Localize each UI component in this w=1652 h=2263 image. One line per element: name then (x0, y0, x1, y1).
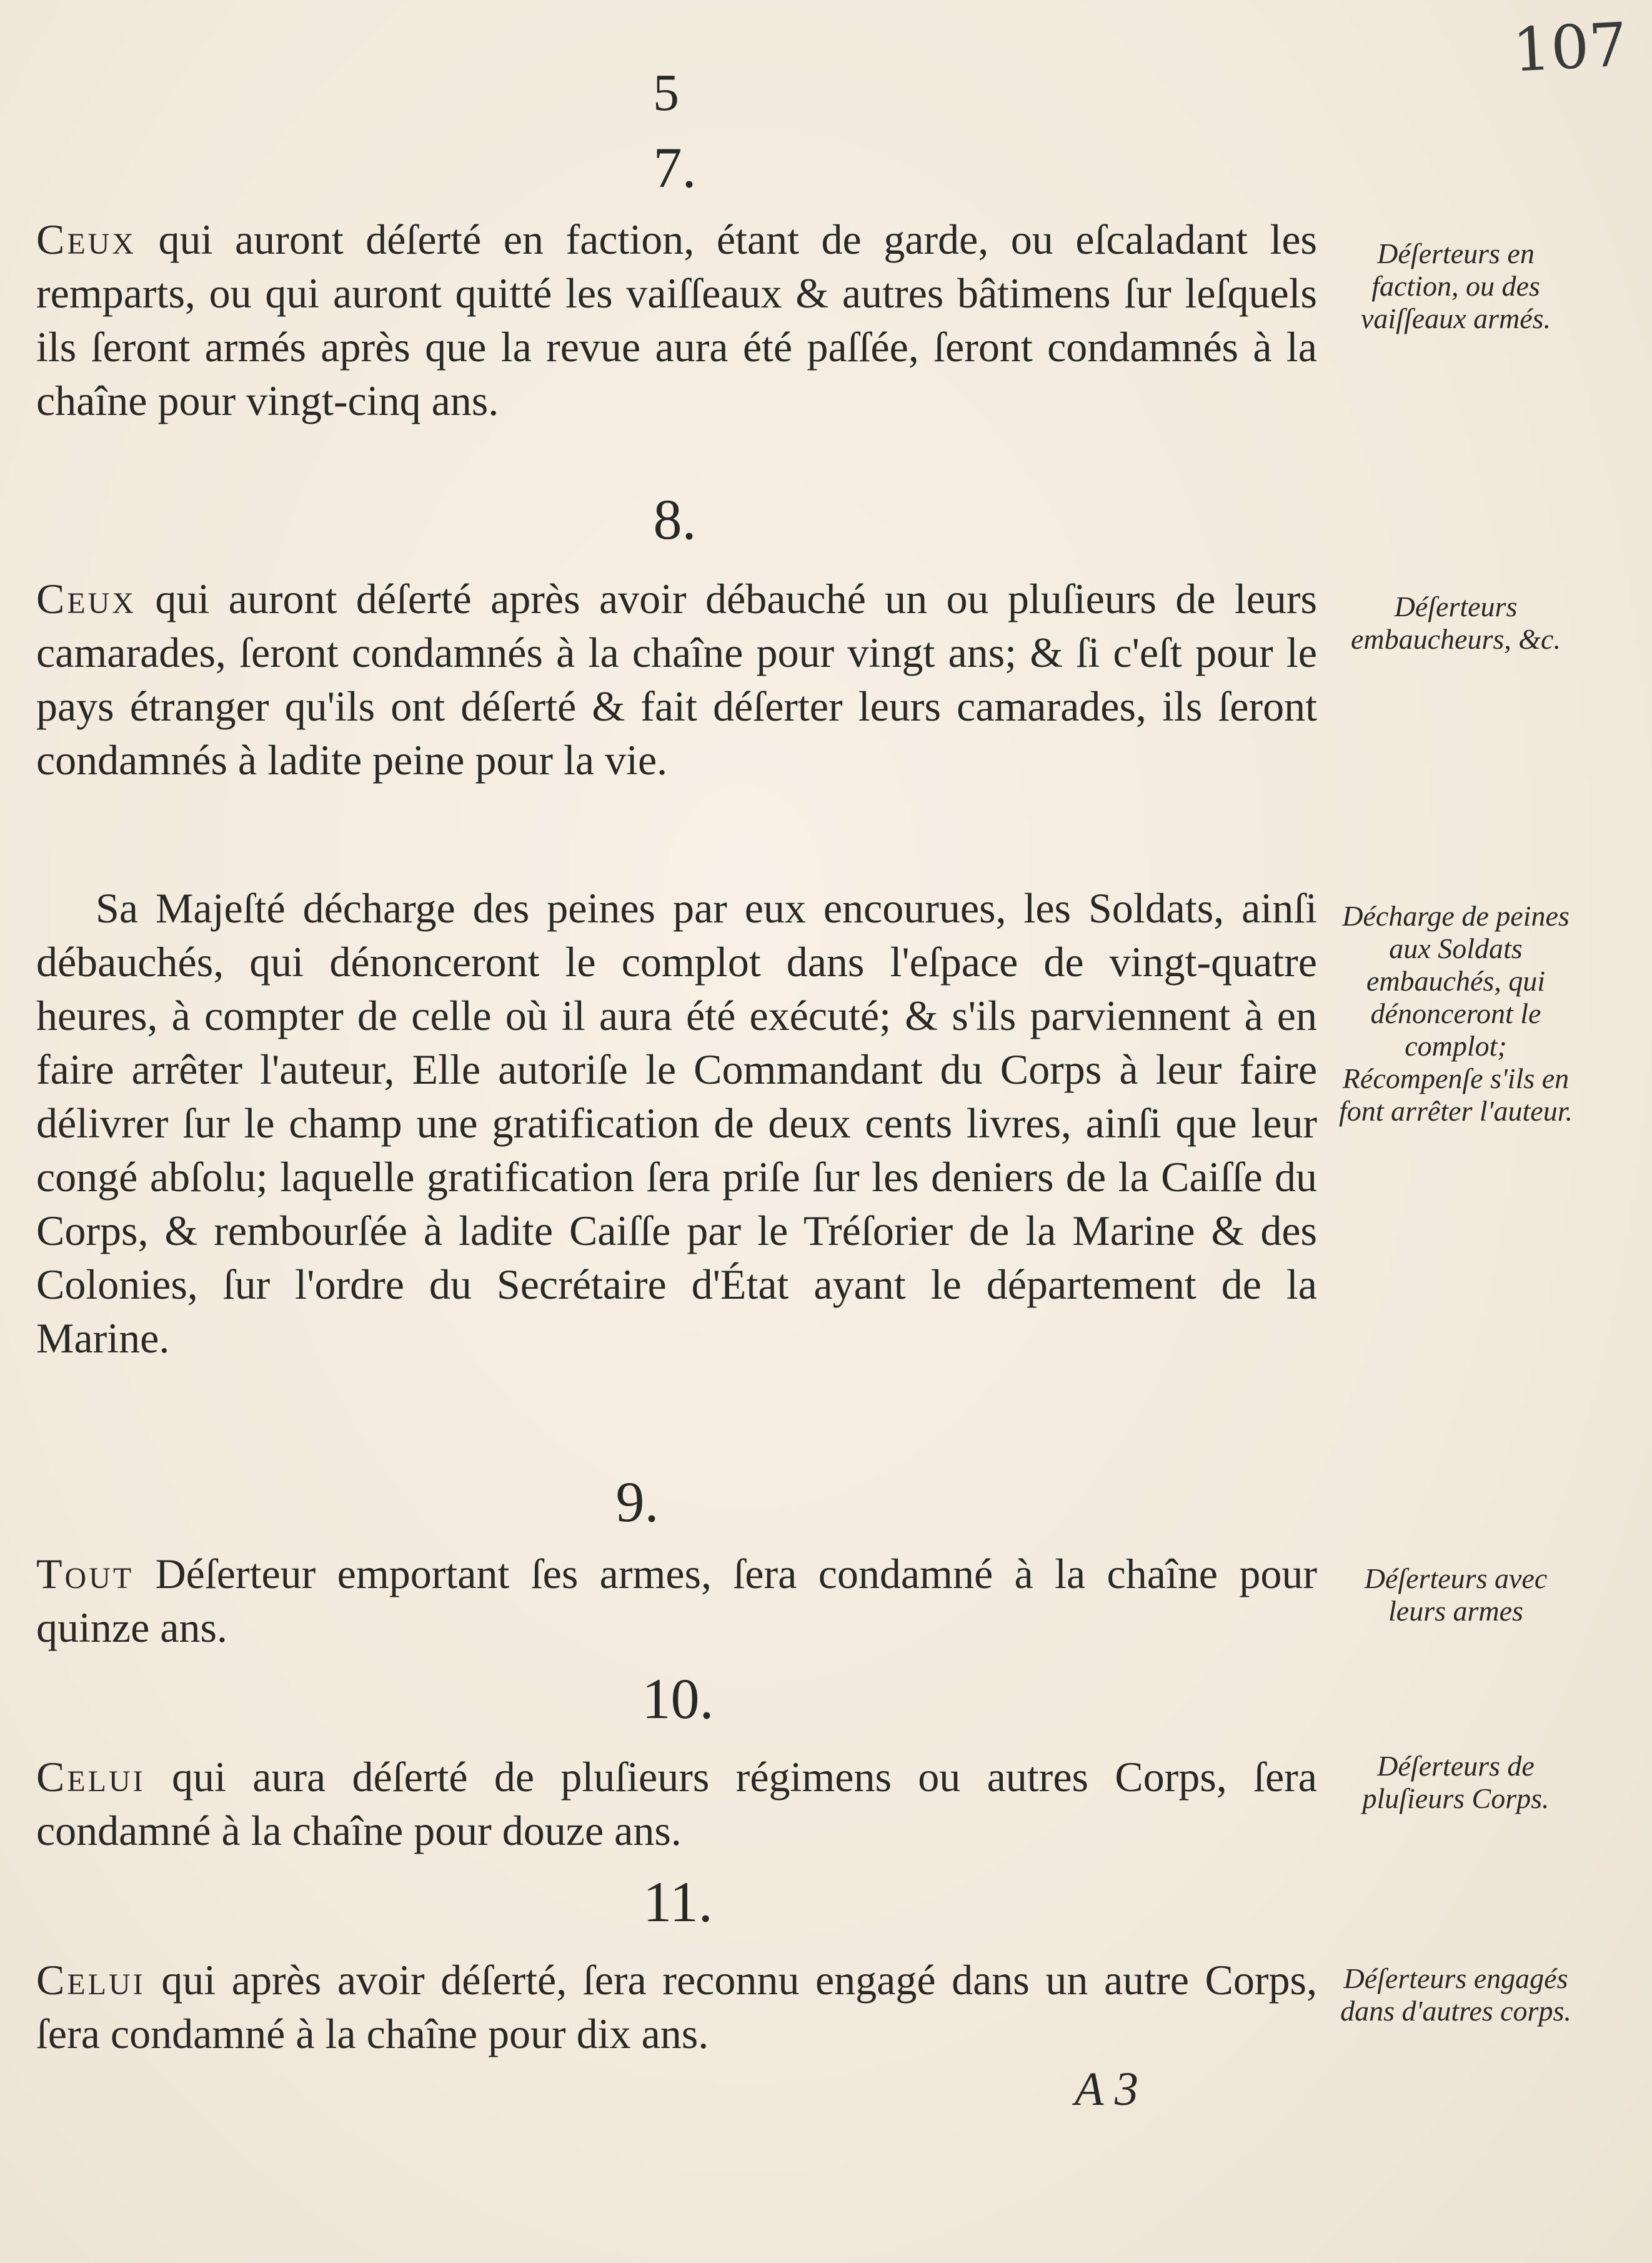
article-7-lead: Ceux (36, 216, 137, 263)
article-9-text (36, 1547, 1317, 1654)
article-8-body: qui auront déſerté après avoir débauché un ou pluſieurs de leurs camarades, ſeront condamnés à la chaîne pour vingt ans; & ſi c'eſt pour le pays étranger qu'ils ont déſerté & fait déſerter leurs camarades, ils ſeront condamnés à ladite peine pour la vie. (36, 575, 1317, 784)
article-11-text (36, 1953, 1317, 2061)
margin-note-discharge: Décharge de peines aux Soldats embauchés, qui dénonceront le complot; Récompenſe s'ils en font arrêter l'auteur. (1339, 900, 1573, 1127)
article-7-text (36, 212, 1317, 427)
handwritten-folio-number: 107 (1510, 9, 1629, 86)
margin-note-8: Déſerteurs embaucheurs, &c. (1351, 591, 1561, 655)
article-number-8: 8. (653, 487, 697, 551)
page-number: 5 (653, 64, 679, 122)
article-10-text (36, 1750, 1317, 1857)
margin-note-10: Déſerteurs de pluſieurs Corps. (1362, 1750, 1550, 1814)
article-8-lead: Ceux (36, 575, 137, 622)
margin-note-7: Déſerteurs en faction, ou des vaiſſeaux armés. (1360, 237, 1551, 334)
article-8-text (36, 572, 1317, 787)
article-number-7: 7. (653, 136, 697, 199)
signature-mark: A 3 (1075, 2063, 1139, 2116)
article-10-body: qui aura déſerté de pluſieurs régimens ou autres Corps, ſera condamné à la chaîne pour douze ans. (36, 1753, 1317, 1854)
article-11-lead: Celui (36, 1956, 146, 2004)
discharge-paragraph: Sa Majeſté décharge des peines par eux encourues, les Soldats, ainſi débauchés, qui dénonceront le complot dans l'eſpace de vingt-quatre heures, à compter de celle où il aura été exécuté; & s'ils parviennent à en faire arrêter l'auteur, Elle autoriſe le Commandant du Corps à leur faire délivrer ſur le champ une gratification de deux cents livres, ainſi que leur congé abſolu; laquelle gratification ſera priſe ſur les deniers de la Caiſſe du Corps, & rembourſée à ladite Caiſſe par le Tréſorier de la Marine & des Colonies, ſur l'ordre du Secrétaire d'État ayant le département de la Marine. (36, 884, 1317, 1362)
article-number-10: 10. (642, 1667, 714, 1731)
article-10-lead: Celui (36, 1753, 146, 1801)
article-number-9: 9. (615, 1470, 659, 1534)
margin-note-11: Déſerteurs engagés dans d'autres corps. (1340, 1962, 1571, 2027)
article-9-lead: Tout (36, 1550, 134, 1597)
margin-note-9: Déſerteurs avec leurs armes (1364, 1562, 1548, 1627)
article-9-body: Déſerteur emportant ſes armes, ſera condamné à la chaîne pour quinze ans. (36, 1550, 1317, 1651)
article-number-11: 11. (643, 1870, 713, 1934)
article-7-body: qui auront déſerté en faction, étant de garde, ou eſcaladant les remparts, ou qui auront quitté les vaiſſeaux & autres bâtimens ſur leſquels ils ſeront armés après que la revue aura été paſſée, ſeront condamnés à la chaîne pour vingt-cinq ans. (36, 216, 1317, 424)
article-11-body: qui après avoir déſerté, ſera reconnu engagé dans un autre Corps, ſera condamné à la chaîne pour dix ans. (36, 1956, 1317, 2057)
